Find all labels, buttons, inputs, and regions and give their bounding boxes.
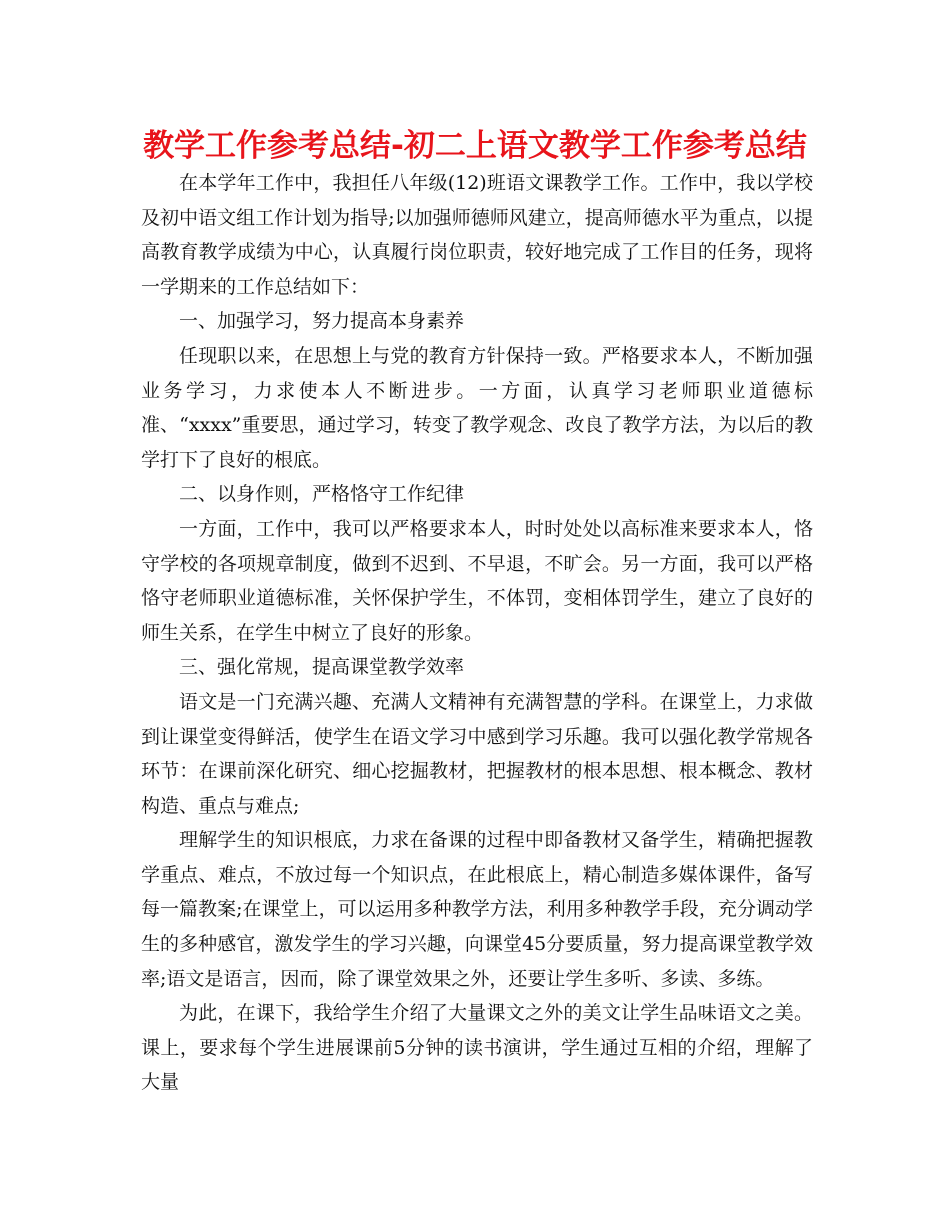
paragraph-section-3a: 语文是一门充满兴趣、充满人文精神有充满智慧的学科。在课堂上，力求做到让课堂变得鲜活，使学生在语文学习中感到学习乐趣。我可以强化教学常规各环节：在课前深化研究、细心挖掘教材，把握教材的根本思想、根本概念、教材构造、重点与难点; [141,690,813,817]
section-heading-2: 二、以身作则，严格恪守工作纪律 [179,483,465,506]
paragraph-intro: 在本学年工作中，我担任八年级(12)班语文课教学工作。工作中，我以学校及初中语文组工作计划为指导;以加强师德师风建立，提高师德水平为重点，以提高教育教学成绩为中心，认真履行岗位职责，较好地完成了工作目的任务，现将一学期来的工作总结如下： [141,172,813,298]
section-heading-1: 一、加强学习，努力提高本身素养 [179,310,465,333]
document-title: 教学工作参考总结-初二上语文教学工作参考总结 [143,128,807,164]
paragraph-section-2: 一方面，工作中，我可以严格要求本人，时时处处以高标准来要求本人，恪守学校的各项规章制度，做到不迟到、不早退，不旷会。另一方面，我可以严格恪守老师职业道德标准，关怀保护学生，不体罚，变相体罚学生，建立了良好的师生关系，在学生中树立了良好的形象。 [141,517,813,644]
paragraph-section-3c: 为此，在课下，我给学生介绍了大量课文之外的美文让学生品味语文之美。课上，要求每个学生进展课前5分钟的读书演讲，学生通过互相的介绍，理解了大量 [141,1002,813,1094]
paragraph-section-3b: 理解学生的知识根底，力求在备课的过程中即备教材又备学生，精确把握教学重点、难点，不放过每一个知识点，在此根底上，精心制造多媒体课件，备写每一篇教案;在课堂上，可以运用多种教学方法，利用多种教学手段，充分调动学生的多种感官，激发学生的学习兴趣，向课堂45分要质量，努力提高课堂教学效率;语文是语言，因而，除了课堂效果之外，还要让学生多听、多读、多练。 [141,829,813,990]
document-body [141,166,813,1100]
paragraph-section-1: 任现职以来，在思想上与党的教育方针保持一致。严格要求本人，不断加强业务学习，力求使本人不断进步。一方面，认真学习老师职业道德标准、“xxxx”重要思，通过学习，转变了教学观念、改良了教学方法，为以后的教学打下了良好的根底。 [141,344,813,471]
section-heading-3: 三、强化常规，提高课堂教学效率 [179,656,465,679]
